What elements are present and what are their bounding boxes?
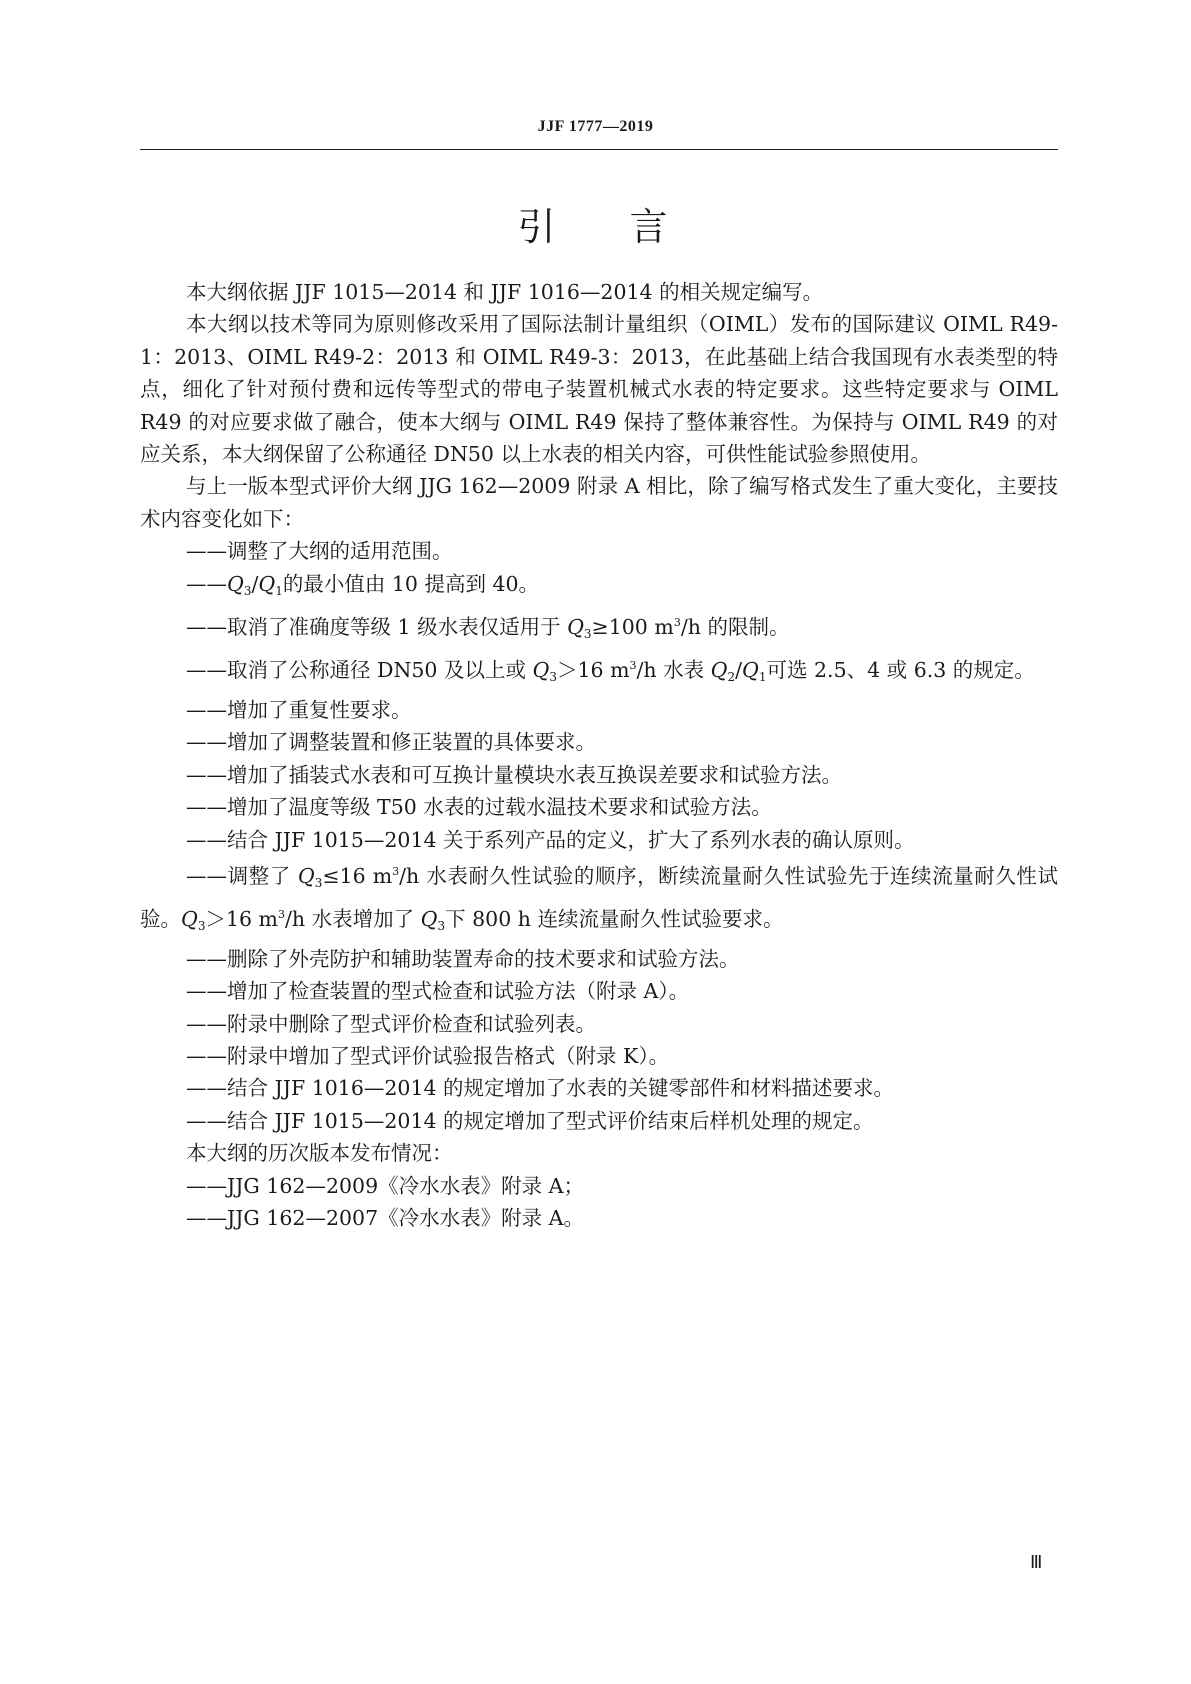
list-item: ——取消了公称通径 DN50 及以上或 Q3＞16 $m^3/h$ 水表 Q2/Q1可选 2.5、4 或 6.3 的规定。 <box>186 658 1035 685</box>
paragraph-oiml: 本大纲以技术等同为原则修改采用了国际法制计量组织（OIML）发布的国际建议 OIML R49-1：2013、OIML R49-2：2013 和 OIML R49-3：2013，在此基础上结合我国现有水表类型的特点，细化了针对预付费和远传等型式的带电子装置机械式水表的特定要求。这些特定要求与 OIML R49 的对应要求做了融合，使本大纲与 OIML R49 保持了整体兼容性。为保持与 OIML R49 的对应关系，本大纲保留了公称通径 DN50 以上水表的相关内容，可供性能试验参照使用。 <box>140 312 1058 467</box>
list-item: ——附录中增加了型式评价试验报告格式（附录 K）。 <box>186 1043 670 1068</box>
list-item: ——增加了调整装置和修正装置的具体要求。 <box>186 730 596 755</box>
body-text <box>140 276 1058 1234</box>
standard-code-header: JJF 1777—2019 <box>537 118 654 135</box>
page-number: Ⅲ <box>1030 1552 1043 1572</box>
list-item: ——附录中删除了型式评价检查和试验列表。 <box>186 1011 596 1036</box>
header-rule <box>140 149 1058 150</box>
list-item: ——Q3/Q1的最小值由 10 提高到 40。 <box>186 571 540 598</box>
list-item: ——增加了插装式水表和可互换计量模块水表互换误差要求和试验方法。 <box>186 762 842 787</box>
title-char-2: 言 <box>629 205 674 249</box>
list-item: ——调整了 Q3≤16 $m^3/h$ 水表耐久性试验的顺序，断续流量耐久性试验先于连续流量耐久性试验。Q3＞16 $m^3/h$ 水表增加了 Q3下 800 h 连续流量耐久性试验要求。 <box>140 863 1058 934</box>
paragraph-changes-intro: 与上一版本型式评价大纲 JJG 162—2009 附录 A 相比，除了编写格式发生了重大变化，主要技术内容变化如下： <box>140 474 1058 531</box>
list-item: ——调整了大纲的适用范围。 <box>186 539 453 564</box>
list-item: ——增加了温度等级 T50 水表的过载水温技术要求和试验方法。 <box>186 795 772 820</box>
list-item: ——结合 JJF 1015—2014 关于系列产品的定义，扩大了系列水表的确认原则。 <box>186 827 915 852</box>
list-item: ——增加了重复性要求。 <box>186 697 412 722</box>
history-item: ——JJG 162—2009《冷水水表》附录 A； <box>186 1173 584 1198</box>
list-item: ——增加了检查装置的型式检查和试验方法（附录 A）。 <box>186 979 690 1004</box>
history-item: ——JJG 162—2007《冷水水表》附录 A。 <box>186 1205 584 1230</box>
paragraph-basis: 本大纲依据 JJF 1015—2014 和 JJF 1016—2014 的相关规定编写。 <box>186 280 824 304</box>
list-item: ——删除了外壳防护和辅助装置寿命的技术要求和试验方法。 <box>186 946 740 971</box>
list-item: ——结合 JJF 1015—2014 的规定增加了型式评价结束后样机处理的规定。 <box>186 1108 874 1133</box>
page-title <box>0 196 1191 251</box>
list-item: ——结合 JJF 1016—2014 的规定增加了水表的关键零部件和材料描述要求。 <box>186 1076 895 1101</box>
list-item: ——取消了准确度等级 1 级水表仅适用于 Q3≥100 $m^3/h$ 的限制。 <box>186 615 790 642</box>
paragraph-history-intro: 本大纲的历次版本发布情况： <box>186 1141 453 1166</box>
title-char-1: 引 <box>517 205 562 249</box>
